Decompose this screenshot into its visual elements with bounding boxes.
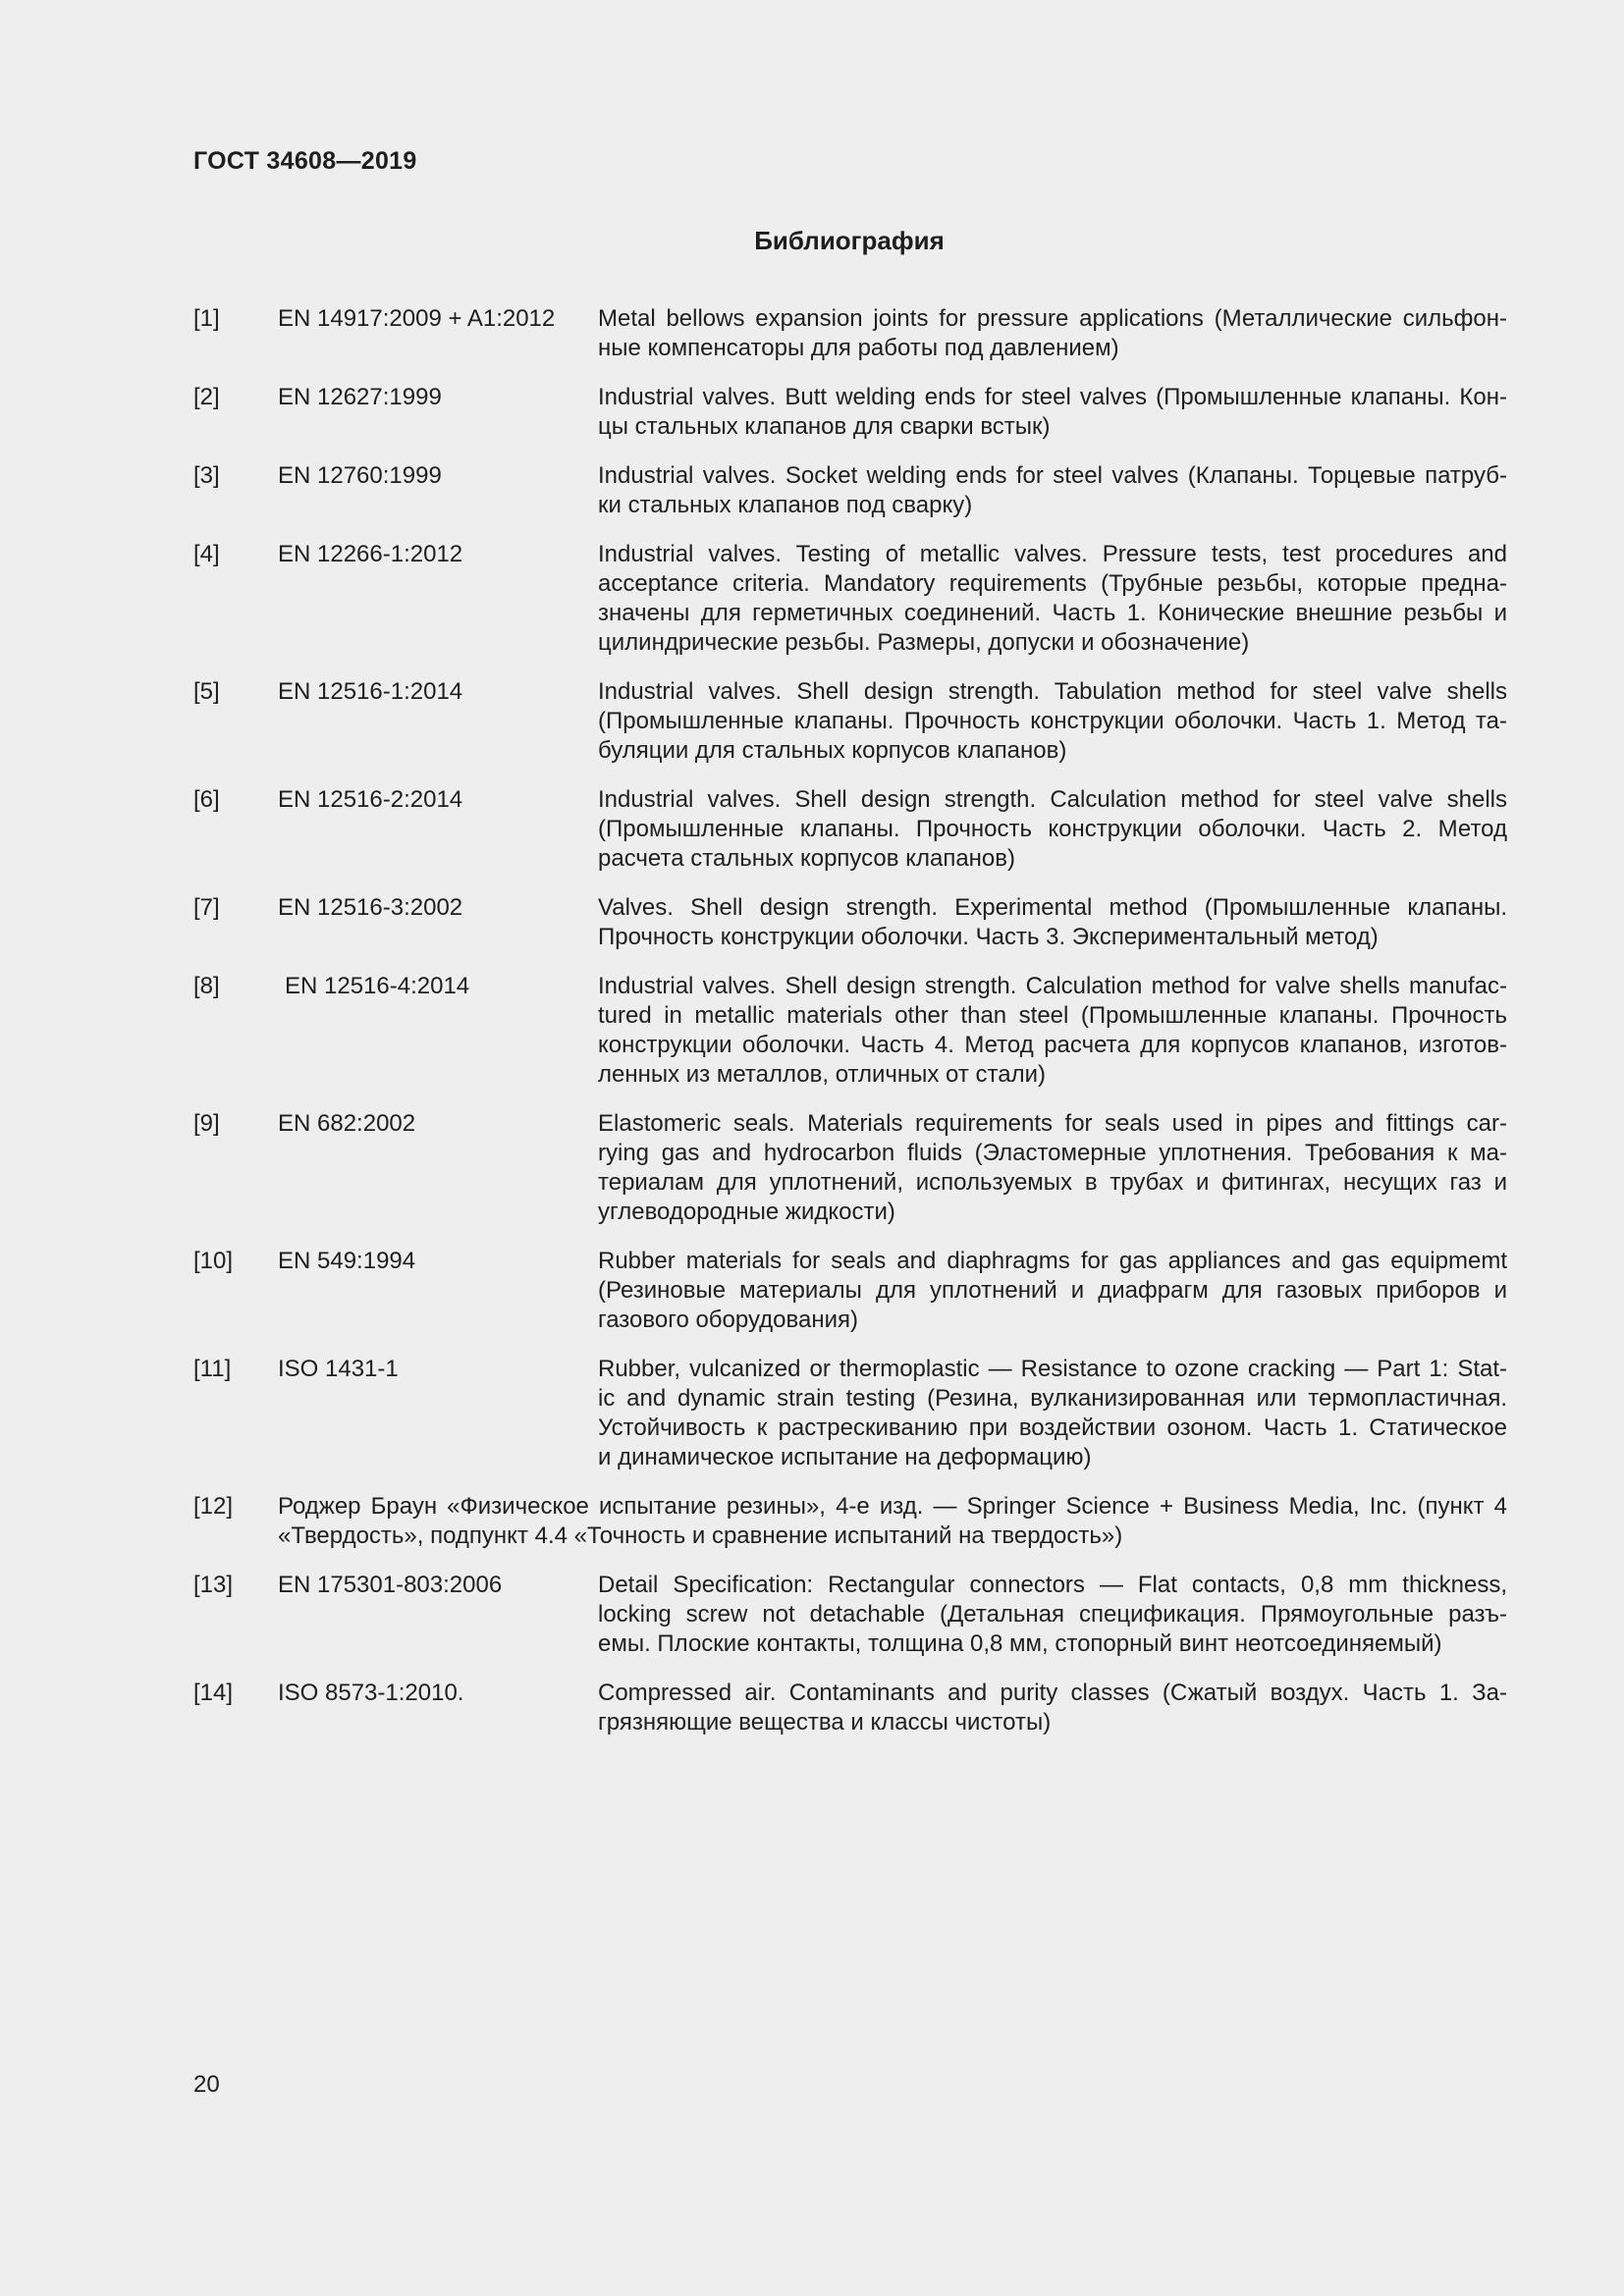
document-code-header: ГОСТ 34608—2019 (193, 147, 417, 175)
reference-item-10 (193, 1247, 1507, 1335)
reference-line: Прочность конструкции оболочки. Часть 3. Экспериментальный метод) (598, 924, 1379, 950)
reference-description (598, 1109, 1507, 1227)
reference-line: и динамическое испытание на деформацию) (598, 1444, 1092, 1470)
reference-line: locking screw not detachable (Детальная спецификация. Прямоугольные разъ- (598, 1601, 1507, 1628)
reference-line: Роджер Браун «Физическое испытание резины», 4-е изд. — Springer Science + Business Media, Inc. (пункт 4 (278, 1493, 1507, 1520)
reference-line: буляции для стальных корпусов клапанов) (598, 737, 1067, 764)
reference-line: (Промышленные клапаны. Прочность конструкции оболочки. Часть 1. Метод та- (598, 708, 1507, 734)
reference-number: [9] (193, 1110, 220, 1137)
reference-number: [7] (193, 894, 220, 921)
reference-number: [3] (193, 462, 220, 489)
reference-line: rying gas and hydrocarbon fluids (Эластомерные уплотнения. Требования к ма- (598, 1140, 1507, 1166)
reference-line: «Твердость», подпункт 4.4 «Точность и сравнение испытаний на твердость») (278, 1522, 1123, 1549)
reference-item-4 (193, 540, 1507, 658)
reference-description (598, 1679, 1507, 1737)
reference-number: [8] (193, 973, 220, 999)
reference-number: [13] (193, 1572, 234, 1598)
reference-item-6 (193, 785, 1507, 874)
reference-item-5 (193, 677, 1507, 766)
reference-number: [1] (193, 305, 220, 332)
reference-item-9 (193, 1109, 1507, 1227)
reference-line: (Промышленные клапаны. Прочность конструкции оболочки. Часть 2. Метод (598, 816, 1507, 842)
reference-description (598, 1355, 1507, 1472)
reference-line: Industrial valves. Socket welding ends for steel valves (Клапаны. Торцевые патруб- (598, 462, 1507, 489)
reference-line: расчета стальных корпусов клапанов) (598, 845, 1016, 872)
reference-description (598, 1571, 1507, 1659)
reference-line: Industrial valves. Shell design strength. Calculation method for valve shells manufac- (598, 973, 1507, 999)
reference-line: ленных из металлов, отличных от стали) (598, 1061, 1047, 1088)
reference-description (598, 461, 1507, 520)
reference-line: углеводородные жидкости) (598, 1199, 895, 1225)
reference-item-1 (193, 304, 1507, 363)
reference-number: [10] (193, 1248, 234, 1274)
reference-line: Detail Specification: Rectangular connectors — Flat contacts, 0,8 mm thickness, (598, 1572, 1507, 1598)
reference-number: [5] (193, 678, 220, 705)
reference-line: acceptance criteria. Mandatory requirements (Трубные резьбы, которые предна- (598, 570, 1507, 597)
reference-code: EN 12516-4:2014 (285, 973, 470, 999)
reference-line: Industrial valves. Butt welding ends for steel valves (Промышленные клапаны. Кон- (598, 384, 1507, 410)
reference-line: tured in metallic materials other than steel (Промышленные клапаны. Прочность (598, 1002, 1507, 1029)
reference-code: EN 12760:1999 (278, 462, 442, 489)
reference-description (598, 893, 1507, 952)
reference-line: Industrial valves. Testing of metallic valves. Pressure tests, test procedures and (598, 541, 1507, 567)
page-number: 20 (193, 2071, 220, 2098)
reference-line: цы стальных клапанов для сварки встык) (598, 413, 1051, 440)
reference-line: грязняющие вещества и классы чистоты) (598, 1709, 1052, 1735)
reference-item-8 (193, 972, 1507, 1090)
reference-line: Elastomeric seals. Materials requirements for seals used in pipes and fittings car- (598, 1110, 1507, 1137)
reference-code: EN 175301-803:2006 (278, 1572, 503, 1598)
reference-description (598, 540, 1507, 658)
bibliography-list (193, 304, 1507, 1757)
reference-code: EN 12516-2:2014 (278, 786, 463, 813)
reference-line: Устойчивость к растрескиванию при воздействии озоном. Часть 1. Статическое (598, 1415, 1507, 1441)
reference-line: (Резиновые материалы для уплотнений и диафрагм для газовых приборов и (598, 1277, 1507, 1304)
reference-item-14 (193, 1679, 1507, 1737)
reference-code: EN 549:1994 (278, 1248, 416, 1274)
reference-line: конструкции оболочки. Часть 4. Метод расчета для корпусов клапанов, изготов- (598, 1032, 1507, 1058)
reference-description (598, 1247, 1507, 1335)
reference-number: [6] (193, 786, 220, 813)
reference-number: [14] (193, 1680, 234, 1706)
reference-line: Valves. Shell design strength. Experimental method (Промышленные клапаны. (598, 894, 1507, 921)
bibliography-title: Библиография (754, 226, 945, 255)
reference-item-11 (193, 1355, 1507, 1472)
reference-item-12 (193, 1492, 1507, 1551)
reference-line: Industrial valves. Shell design strength. Calculation method for steel valve shells (598, 786, 1507, 813)
reference-line: емы. Плоские контакты, толщина 0,8 мм, стопорный винт неотсоединяемый) (598, 1630, 1442, 1657)
reference-code: ISO 1431-1 (278, 1356, 399, 1382)
reference-description (598, 785, 1507, 874)
reference-line: Compressed air. Contaminants and purity classes (Сжатый воздух. Часть 1. За- (598, 1680, 1507, 1706)
reference-description (598, 677, 1507, 766)
reference-code: EN 12516-1:2014 (278, 678, 463, 705)
reference-code: EN 682:2002 (278, 1110, 416, 1137)
reference-line: териалам для уплотнений, используемых в трубах и фитингах, несущих газ и (598, 1169, 1507, 1196)
reference-description (598, 383, 1507, 442)
reference-line: Rubber, vulcanized or thermoplastic — Resistance to ozone cracking — Part 1: Stat- (598, 1356, 1507, 1382)
reference-item-13 (193, 1571, 1507, 1659)
reference-number: [4] (193, 541, 220, 567)
reference-line: цилиндрические резьбы. Размеры, допуски и обозначение) (598, 629, 1250, 656)
reference-item-3 (193, 461, 1507, 520)
reference-line: ные компенсаторы для работы под давлением) (598, 335, 1119, 361)
reference-code: ISO 8573-1:2010. (278, 1680, 464, 1706)
reference-item-7 (193, 893, 1507, 952)
reference-code: EN 12266-1:2012 (278, 541, 463, 567)
reference-line: Industrial valves. Shell design strength. Tabulation method for steel valve shells (598, 678, 1507, 705)
reference-code: EN 12516-3:2002 (278, 894, 463, 921)
reference-line: Metal bellows expansion joints for pressure applications (Металлические сильфон- (598, 305, 1507, 332)
reference-item-2 (193, 383, 1507, 442)
reference-line: газового оборудования) (598, 1307, 859, 1333)
reference-number: [2] (193, 384, 220, 410)
reference-number: [12] (193, 1493, 234, 1520)
reference-description (598, 972, 1507, 1090)
reference-code: EN 14917:2009 + A1:2012 (278, 305, 556, 332)
reference-line: ки стальных клапанов под сварку) (598, 492, 973, 518)
reference-number: [11] (193, 1356, 232, 1382)
reference-description (278, 1492, 1507, 1551)
reference-code: EN 12627:1999 (278, 384, 442, 410)
reference-line: значены для герметичных соединений. Часть 1. Конические внешние резьбы и (598, 600, 1507, 626)
reference-line: Rubber materials for seals and diaphragms for gas appliances and gas equipmemt (598, 1248, 1507, 1274)
reference-line: ic and dynamic strain testing (Резина, вулканизированная или термопластичная. (598, 1385, 1507, 1412)
reference-description (598, 304, 1507, 363)
